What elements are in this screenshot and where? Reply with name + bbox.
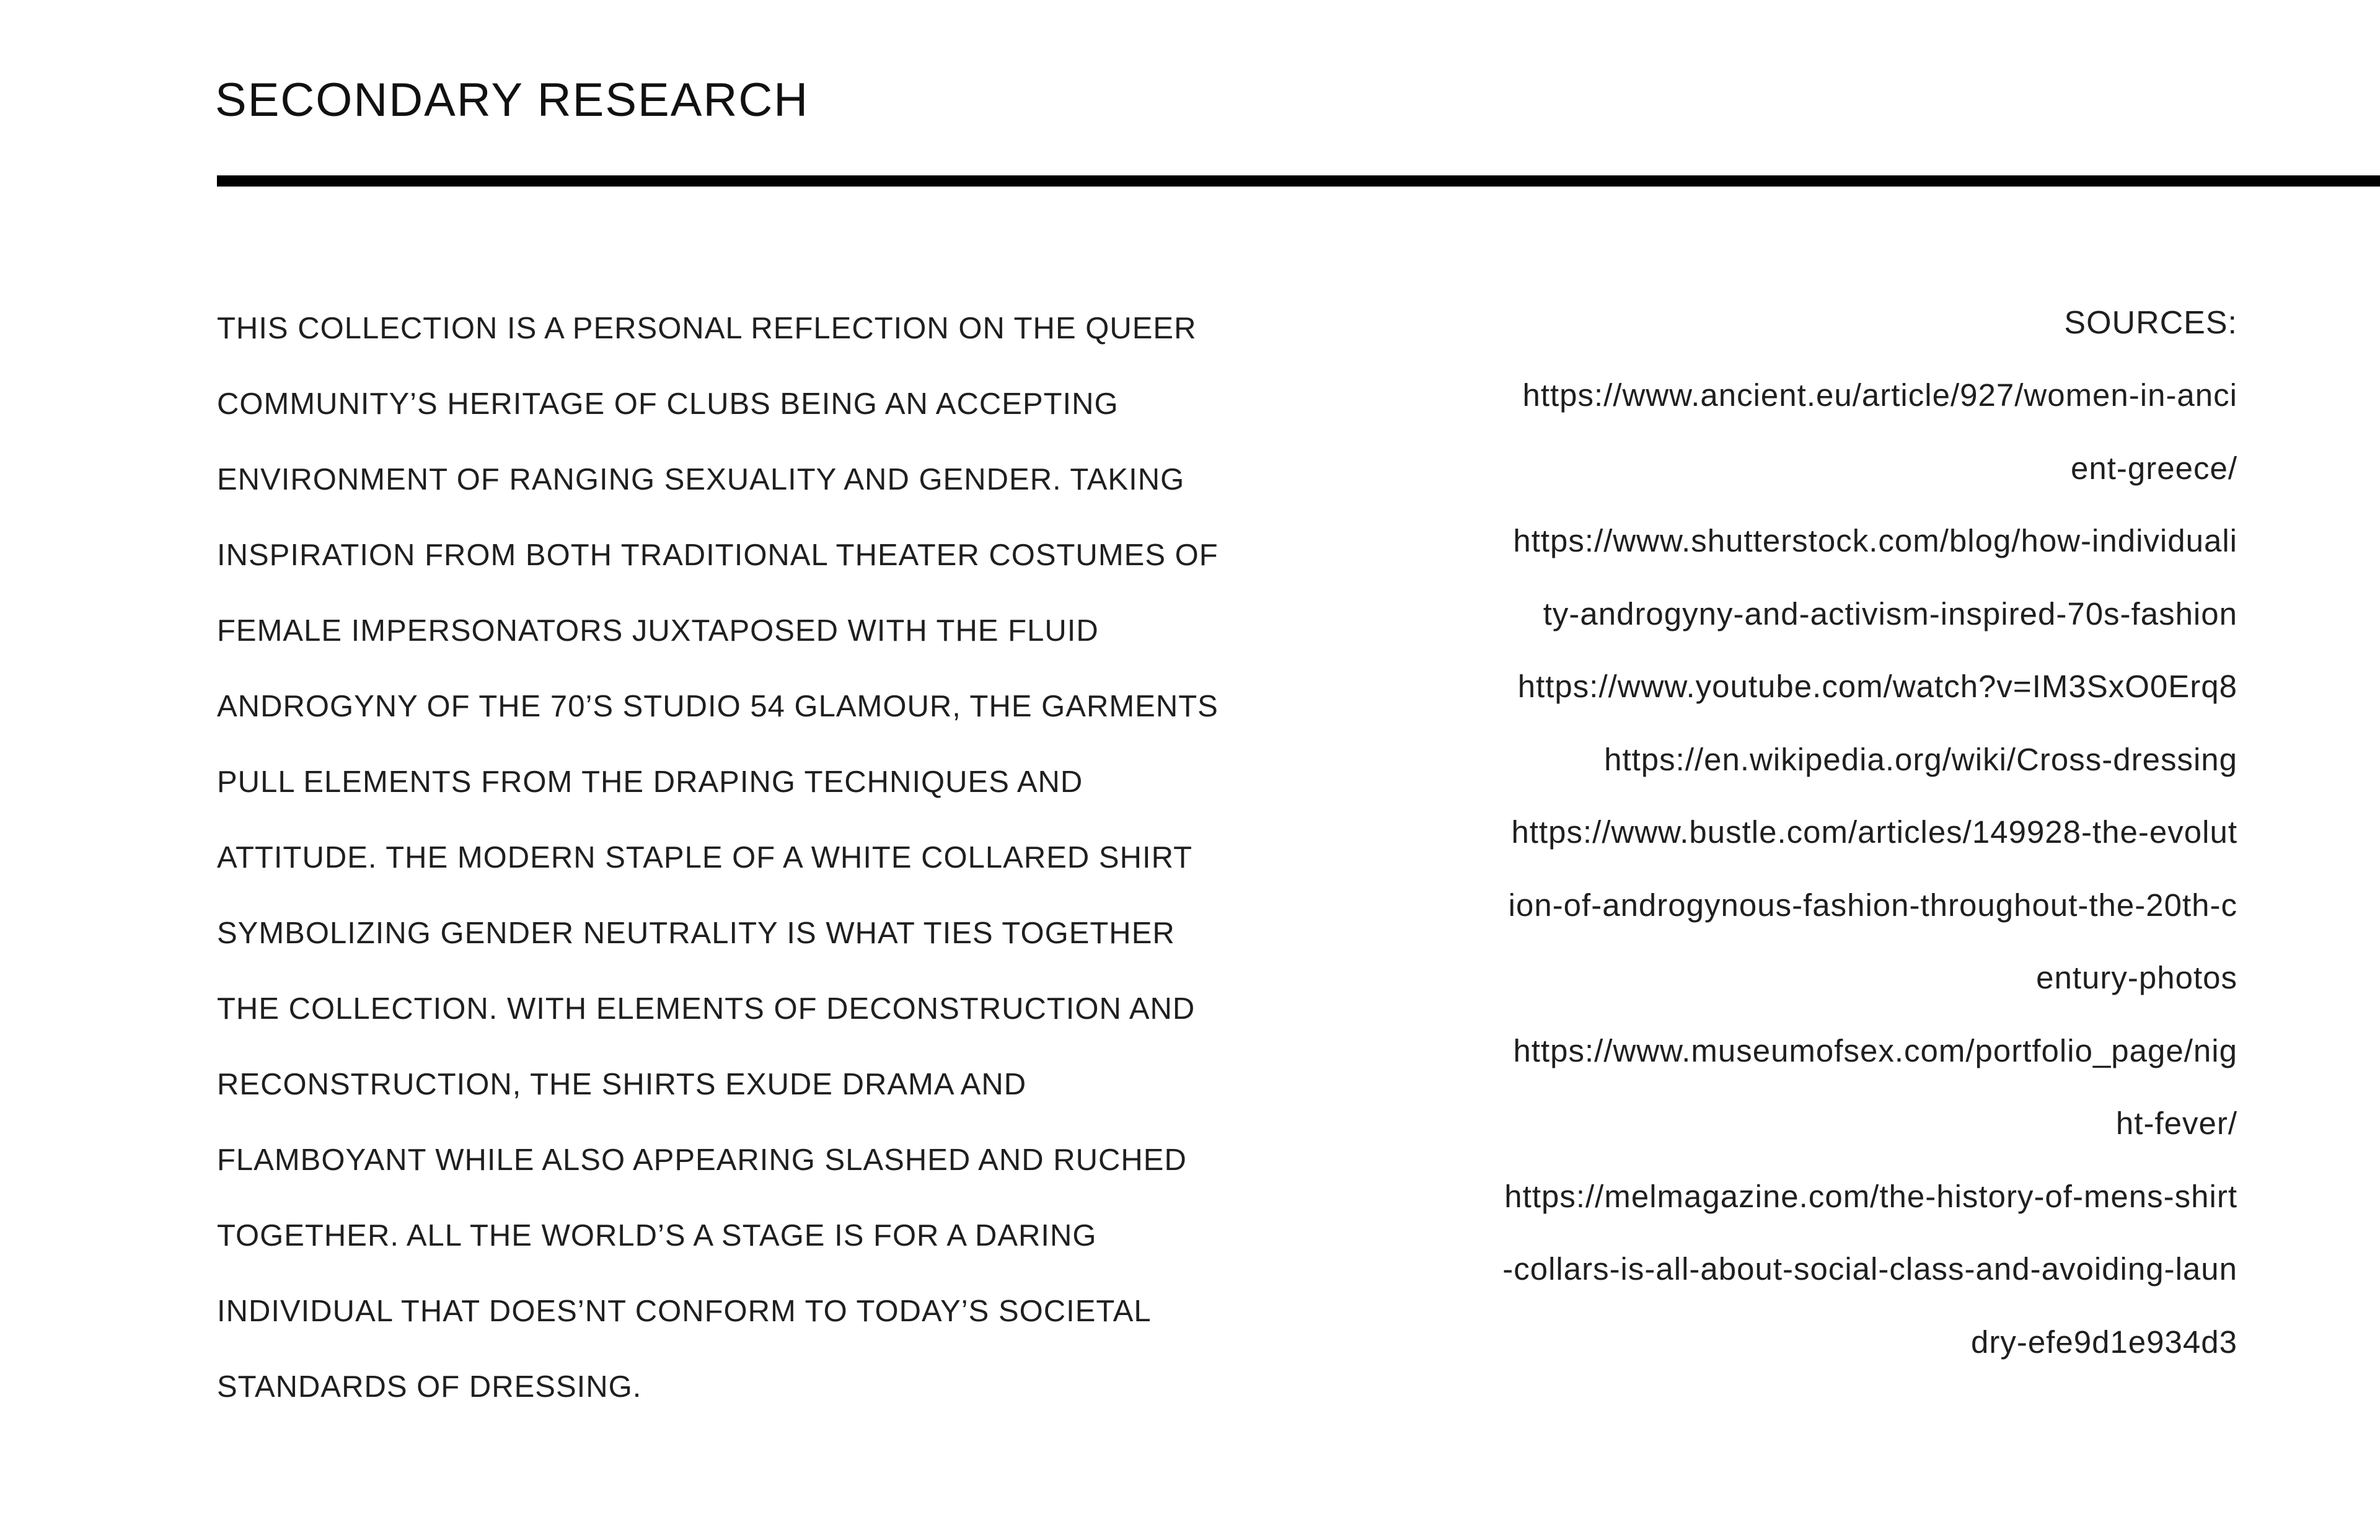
sources-heading: SOURCES: bbox=[2064, 305, 2237, 341]
source-link-line[interactable]: https://en.wikipedia.org/wiki/Cross-dressing bbox=[1604, 741, 2237, 777]
source-link-line[interactable]: https://www.museumofsex.com/portfolio_page/nig bbox=[1513, 1032, 2237, 1068]
collection-statement bbox=[217, 304, 1295, 1438]
statement-line: FLAMBOYANT WHILE ALSO APPEARING SLASHED AND RUCHED bbox=[217, 1143, 1187, 1177]
page-title: SECONDARY RESEARCH bbox=[215, 74, 809, 126]
statement-line: COMMUNITY’S HERITAGE OF CLUBS BEING AN ACCEPTING bbox=[217, 387, 1119, 421]
source-link-line[interactable]: https://www.youtube.com/watch?v=IM3SxO0Erq8 bbox=[1517, 669, 2237, 704]
source-link-line[interactable]: dry-efe9d1e934d3 bbox=[1970, 1324, 2237, 1360]
statement-line: THE COLLECTION. WITH ELEMENTS OF DECONSTRUCTION AND bbox=[217, 992, 1196, 1026]
statement-line: PULL ELEMENTS FROM THE DRAPING TECHNIQUES AND bbox=[217, 765, 1083, 799]
source-link-line[interactable]: ht-fever/ bbox=[2115, 1106, 2237, 1141]
statement-line: ATTITUDE. THE MODERN STAPLE OF A WHITE COLLARED SHIRT bbox=[217, 841, 1193, 874]
statement-line: TOGETHER. ALL THE WORLD’S A STAGE IS FOR A DARING bbox=[217, 1219, 1097, 1252]
statement-line: SYMBOLIZING GENDER NEUTRALITY IS WHAT TIES TOGETHER bbox=[217, 917, 1175, 950]
source-link-line[interactable]: ion-of-androgynous-fashion-throughout-the-20th-c bbox=[1508, 887, 2237, 923]
statement-line: ANDROGYNY OF THE 70’S STUDIO 54 GLAMOUR, THE GARMENTS bbox=[217, 690, 1219, 723]
source-link-line[interactable]: https://www.bustle.com/articles/149928-the-evolut bbox=[1511, 814, 2237, 850]
source-link-line[interactable]: entury-photos bbox=[2036, 960, 2237, 995]
source-link-line[interactable]: -collars-is-all-about-social-class-and-avoiding-laun bbox=[1502, 1251, 2237, 1287]
statement-line: INDIVIDUAL THAT DOES’NT CONFORM TO TODAY’S SOCIETAL bbox=[217, 1295, 1152, 1328]
source-link-line[interactable]: ent-greece/ bbox=[2071, 450, 2237, 486]
statement-line: FEMALE IMPERSONATORS JUXTAPOSED WITH THE FLUID bbox=[217, 614, 1099, 648]
source-link-line[interactable]: https://melmagazine.com/the-history-of-mens-shirt bbox=[1504, 1178, 2237, 1214]
statement-line: RECONSTRUCTION, THE SHIRTS EXUDE DRAMA AND bbox=[217, 1068, 1027, 1101]
sources-list bbox=[1308, 295, 2237, 1387]
title-divider bbox=[217, 175, 2380, 187]
source-link-line[interactable]: ty-androgyny-and-activism-inspired-70s-fashion bbox=[1543, 596, 2237, 631]
statement-line: INSPIRATION FROM BOTH TRADITIONAL THEATER COSTUMES OF bbox=[217, 539, 1219, 572]
statement-line: THIS COLLECTION IS A PERSONAL REFLECTION ON THE QUEER bbox=[217, 312, 1197, 345]
statement-line: STANDARDS OF DRESSING. bbox=[217, 1370, 642, 1404]
source-link-line[interactable]: https://www.shutterstock.com/blog/how-individuali bbox=[1513, 523, 2237, 558]
statement-line: ENVIRONMENT OF RANGING SEXUALITY AND GENDER. TAKING bbox=[217, 463, 1185, 496]
source-link-line[interactable]: https://www.ancient.eu/article/927/women-in-anci bbox=[1522, 377, 2237, 413]
